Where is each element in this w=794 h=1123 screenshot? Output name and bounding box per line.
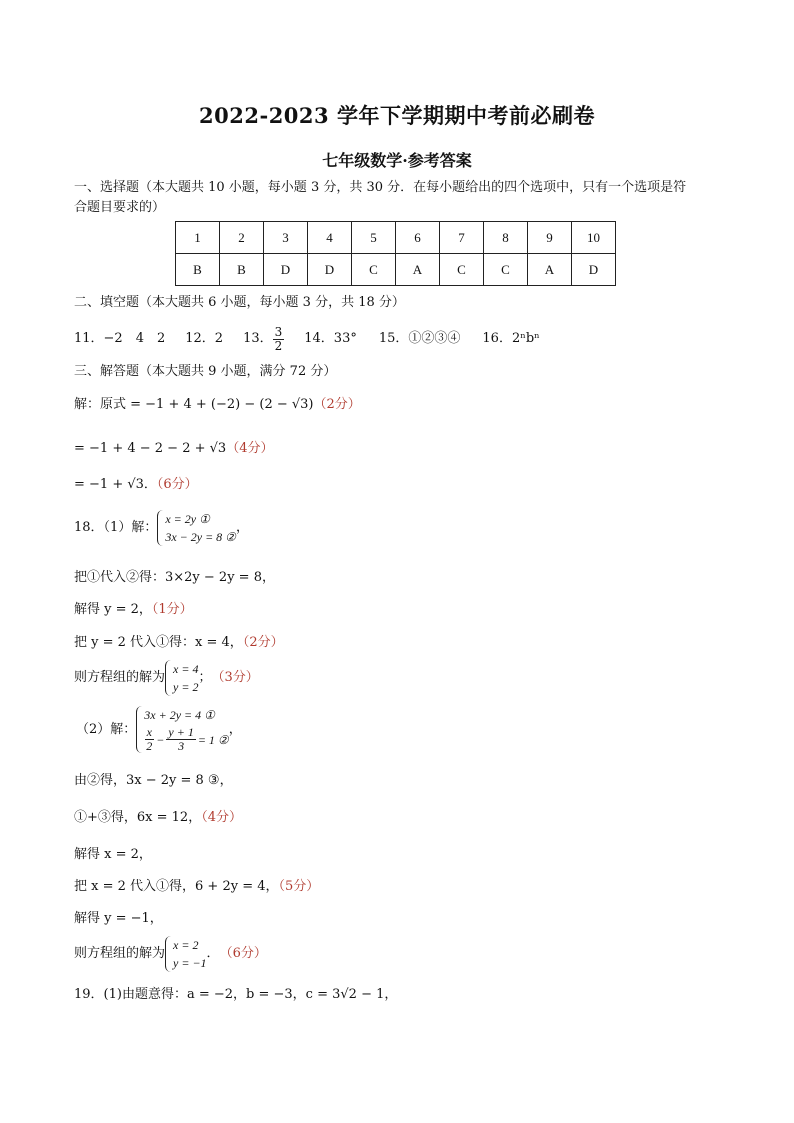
solution-row: y = 2: [173, 680, 199, 694]
solution-row: x = 4: [173, 662, 199, 676]
answer-cell: C: [484, 254, 528, 286]
answer-cell: C: [440, 254, 484, 286]
q18-label: 18．（1）解：: [74, 520, 158, 535]
punctuation: ．: [206, 946, 220, 961]
numerator: x: [146, 725, 152, 739]
q18-step-solve-y: [74, 601, 193, 619]
q18-step-substitute2-text: 把 x = 2 代入①得，6 + 2y = 4，: [74, 879, 279, 894]
minus-sign: −: [156, 732, 165, 747]
solution-system: [165, 660, 198, 696]
punctuation: ，: [228, 721, 242, 737]
score-annotation: （4分）: [201, 810, 242, 825]
q17-step2: [74, 440, 273, 458]
equation-rhs: = 1 ②: [197, 732, 229, 747]
section2-heading: 二、填空题（本大题共 6 小题，每小题 3 分，共 18 分）: [74, 295, 405, 310]
question-number-cell: 4: [308, 222, 352, 254]
question-number-cell: 10: [572, 222, 616, 254]
punctuation: ；: [198, 670, 212, 685]
question-number-cell: 7: [440, 222, 484, 254]
question-number-cell: 2: [220, 222, 264, 254]
brace-icon: [136, 706, 143, 753]
score-annotation: （4分）: [226, 441, 274, 456]
question-number-cell: 1: [176, 222, 220, 254]
answer-cell: B: [220, 254, 264, 286]
equation-row: 3x − 2y = 8 ②: [165, 530, 236, 544]
q18-step-add-text: ①+③得，6x = 12，: [74, 810, 202, 825]
fraction: [166, 726, 195, 753]
question-number-cell: 6: [396, 222, 440, 254]
q15-answer: 15．①②③④: [378, 331, 461, 346]
page-title: 2022-2023 学年下学期期中考前必刷卷: [199, 103, 595, 128]
solution-row: x = 2: [173, 938, 199, 952]
solution-label: 则方程组的解为: [74, 946, 166, 961]
q13-denominator: 2: [274, 338, 283, 353]
q18-step-solve-x: [74, 634, 284, 652]
score-annotation: （2分）: [313, 397, 361, 412]
q19-step1: 19．(1)由题意得：a = −2，b = −3，c = 3√2 − 1，: [74, 987, 398, 1002]
q17-step2-text: = −1 + 4 − 2 − 2 + √3: [74, 441, 227, 456]
equation-system: [157, 510, 236, 546]
score-annotation: （1分）: [151, 602, 193, 617]
q13-fraction: [273, 326, 285, 353]
q18-part2-label: （2）解：: [76, 721, 137, 737]
score-annotation: （3分）: [211, 670, 259, 685]
score-annotation: （5分）: [278, 879, 320, 894]
solution-system: [165, 936, 207, 972]
answer-cell: D: [264, 254, 308, 286]
q18-part2-solution: [74, 936, 267, 972]
denominator: 2: [146, 739, 153, 753]
section1-heading-line1: 一、选择题（本大题共 10 小题，每小题 3 分，共 30 分．在每小题给出的四个选项中，只有一个选项是符: [74, 180, 687, 195]
q18-part1-system: [74, 510, 249, 546]
q17-step1-text: 解：原式 = −1 + 4 + (−2) − (2 − √3): [74, 397, 314, 412]
answer-table-number-row: [176, 222, 616, 254]
answer-cell: A: [396, 254, 440, 286]
q17-step3-text: = −1 + √3．: [74, 477, 157, 492]
score-annotation: （6分）: [156, 477, 198, 492]
q17-step3: [74, 476, 198, 494]
equation-row: x = 2y ①: [165, 512, 210, 526]
fraction: [144, 726, 154, 753]
q17-step1: [74, 396, 361, 414]
equation-system: [136, 706, 228, 753]
fill-in-answers-row: [74, 322, 540, 356]
question-number-cell: 5: [352, 222, 396, 254]
q18-step-solve-x-text: 把 y = 2 代入①得：x = 4，: [74, 635, 243, 650]
q18-step-solve-y2: 解得 y = −1，: [74, 911, 163, 926]
q12-answer: 12．2: [185, 331, 224, 346]
q13-numerator: 3: [274, 324, 283, 339]
answer-table-answer-row: [176, 254, 616, 286]
denominator: 3: [178, 739, 185, 753]
q16-answer: 16．2ⁿbⁿ: [482, 331, 540, 346]
q18-step-solve-y-text: 解得 y = 2，: [74, 602, 152, 617]
section3-heading: 三、解答题（本大题共 9 小题，满分 72 分）: [74, 364, 337, 379]
q18-step-solve-x2: 解得 x = 2，: [74, 847, 152, 862]
score-annotation: （2分）: [242, 635, 284, 650]
q13-label: 13．: [243, 331, 273, 346]
q18-part2-system: [76, 706, 242, 753]
answer-cell: D: [308, 254, 352, 286]
solution-label: 则方程组的解为: [74, 670, 166, 685]
q18-step-substitute: 把①代入②得：3×2y − 2y = 8，: [74, 570, 275, 585]
page-subtitle: 七年级数学·参考答案: [322, 151, 472, 170]
numerator: y + 1: [168, 725, 194, 739]
question-number-cell: 9: [528, 222, 572, 254]
punctuation: ，: [235, 520, 249, 535]
answer-cell: D: [572, 254, 616, 286]
q18-part1-solution: [74, 660, 259, 696]
q18-step-add: [74, 809, 242, 827]
question-number-cell: 3: [264, 222, 308, 254]
question-number-cell: 8: [484, 222, 528, 254]
score-annotation: （6分）: [219, 946, 267, 961]
solution-row: y = −1: [173, 956, 207, 970]
q18-step-substitute2: [74, 878, 319, 896]
brace-icon: [157, 510, 164, 546]
answer-cell: A: [528, 254, 572, 286]
equation-row: [144, 726, 228, 753]
brace-icon: [165, 660, 172, 696]
answer-cell: C: [352, 254, 396, 286]
q14-answer: 14．33°: [304, 331, 357, 346]
q18-step-derive3: 由②得，3x − 2y = 8 ③，: [74, 773, 233, 788]
q11-answer: 11．−2 4 2: [74, 331, 166, 346]
answer-table: [175, 221, 616, 286]
answer-cell: B: [176, 254, 220, 286]
section1-heading-line2: 合题目要求的）: [74, 200, 166, 215]
equation-row: 3x + 2y = 4 ①: [144, 708, 215, 722]
brace-icon: [165, 936, 172, 972]
